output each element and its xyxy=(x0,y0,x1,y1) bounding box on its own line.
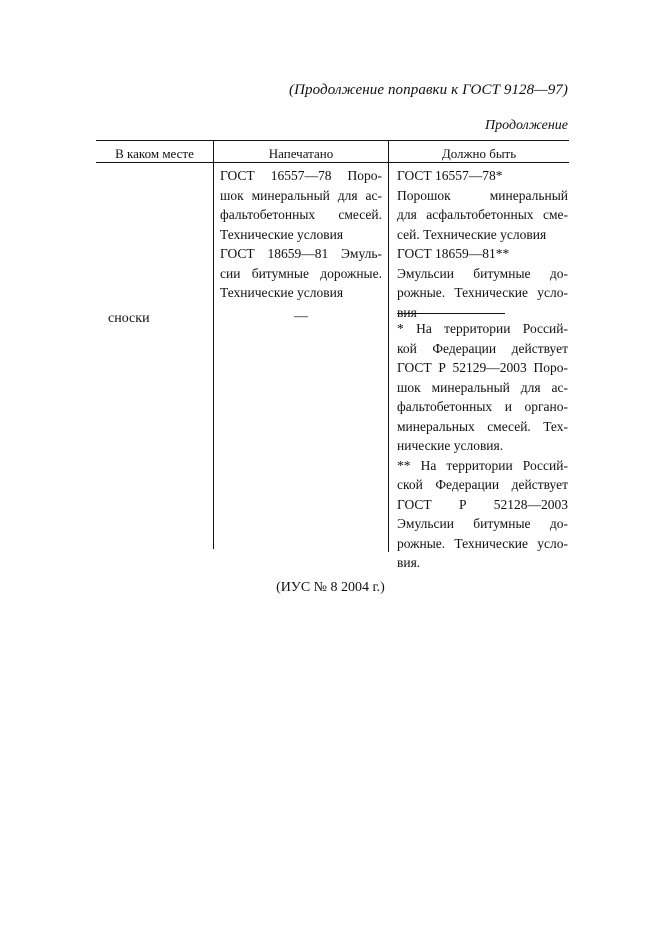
word: и xyxy=(504,399,512,414)
word: Технические xyxy=(454,535,529,551)
row-2-should-be xyxy=(397,319,568,573)
word: ГОСТ xyxy=(220,246,255,261)
text-line xyxy=(397,283,568,303)
column-divider-2 xyxy=(388,140,389,552)
footnote-separator xyxy=(397,313,505,314)
text-line xyxy=(220,186,382,206)
word: шок xyxy=(220,187,244,203)
text-line xyxy=(397,534,568,554)
column-header-should-be: Должно быть xyxy=(441,146,517,161)
word: Федерации xyxy=(435,477,500,492)
word: дорожные. xyxy=(320,265,382,281)
text-line xyxy=(397,417,568,437)
row-2-place: сноски xyxy=(108,311,150,326)
continuation-title: (Продолжение поправки к ГОСТ 9128—97) xyxy=(289,82,568,98)
row-1-should-be xyxy=(397,166,568,322)
word: для xyxy=(397,207,417,222)
word: фальтобетонных xyxy=(220,207,316,222)
text-line xyxy=(397,397,568,417)
word: Поро- xyxy=(347,168,382,183)
word: сме- xyxy=(542,207,568,222)
word: Технические xyxy=(454,285,529,300)
word: кой xyxy=(397,340,417,356)
word: смесей. xyxy=(487,418,531,434)
text-line: Технические условия xyxy=(220,226,344,242)
text-line xyxy=(397,205,568,225)
word: действует xyxy=(511,477,568,492)
word: На xyxy=(416,321,432,336)
row-2-printed: — xyxy=(294,309,308,324)
word: Федерации xyxy=(432,340,497,356)
word: ГОСТ xyxy=(397,496,432,512)
word: действует xyxy=(511,340,568,356)
word: 18659—81 xyxy=(267,246,329,261)
word: минеральный xyxy=(431,379,510,395)
word: Эмульсии xyxy=(397,265,454,281)
text-line xyxy=(397,339,568,359)
word: территории xyxy=(444,321,511,336)
word: Поро- xyxy=(533,360,568,375)
text-line xyxy=(397,495,568,515)
text-line: нические условия. xyxy=(397,438,504,453)
word: органо- xyxy=(524,399,568,414)
word: смесей. xyxy=(338,207,382,222)
word: Эмуль- xyxy=(340,246,382,261)
footer-reference: (ИУС № 8 2004 г.) xyxy=(276,580,385,595)
word: до- xyxy=(549,516,568,531)
column-header-place: В каком месте xyxy=(115,146,194,161)
word: минеральных xyxy=(397,418,475,434)
word: ас- xyxy=(365,187,382,203)
word: минеральный xyxy=(489,187,568,203)
word: ГОСТ xyxy=(220,168,255,183)
word: рожные. xyxy=(397,285,446,300)
word: территории xyxy=(446,457,513,473)
text-line xyxy=(397,378,568,398)
text-line xyxy=(220,264,382,284)
word: асфальтобетонных xyxy=(426,207,534,222)
word: минеральный xyxy=(251,187,330,203)
word: битумные xyxy=(251,265,309,281)
text-line xyxy=(397,475,568,495)
word: ** xyxy=(397,457,411,473)
word: шок xyxy=(397,379,421,395)
word: Россий- xyxy=(522,457,568,473)
text-line xyxy=(397,358,568,378)
word: 52128—2003 xyxy=(493,496,568,512)
word: ГОСТ xyxy=(397,360,432,375)
text-line: вия xyxy=(397,304,417,320)
row-1-printed xyxy=(220,166,382,303)
text-line: вия. xyxy=(397,555,421,570)
word: На xyxy=(420,457,437,473)
word: до- xyxy=(549,265,568,281)
word: Р xyxy=(438,360,446,375)
word: Тех- xyxy=(543,418,568,434)
column-divider-1 xyxy=(213,140,214,549)
word: Р xyxy=(458,496,467,512)
word: Порошок xyxy=(397,187,451,203)
word: ас- xyxy=(551,379,568,395)
word: для xyxy=(337,187,358,203)
table-header-rule xyxy=(96,162,569,163)
word: фальтобетонных xyxy=(397,399,493,414)
text-line xyxy=(220,244,382,264)
text-line: ГОСТ 16557—78* xyxy=(397,168,503,183)
word: 52129—2003 xyxy=(452,360,527,375)
text-line xyxy=(397,186,568,206)
text-line: Технические условия xyxy=(220,285,344,300)
word: битумные xyxy=(473,265,531,281)
word: 16557—78 xyxy=(270,168,332,183)
text-line xyxy=(397,514,568,534)
text-line xyxy=(397,456,568,476)
word: усло- xyxy=(537,535,568,551)
word: Эмульсии xyxy=(397,516,454,531)
word: сии xyxy=(220,265,241,281)
column-header-printed: Напечатано xyxy=(268,146,334,161)
text-line xyxy=(220,166,382,186)
word: Россий- xyxy=(522,321,568,336)
text-line xyxy=(220,205,382,225)
word: рожные. xyxy=(397,535,446,551)
text-line: сей. Технические условия xyxy=(397,226,547,242)
word: для xyxy=(520,379,541,395)
word: * xyxy=(397,321,404,336)
text-line xyxy=(397,264,568,284)
continued-label: Продолжение xyxy=(485,118,568,133)
word: усло- xyxy=(537,285,568,300)
text-line xyxy=(397,319,568,339)
word: ской xyxy=(397,477,423,492)
table-top-rule xyxy=(96,140,569,141)
text-line: ГОСТ 18659—81** xyxy=(397,246,510,261)
word: битумные xyxy=(473,516,531,531)
